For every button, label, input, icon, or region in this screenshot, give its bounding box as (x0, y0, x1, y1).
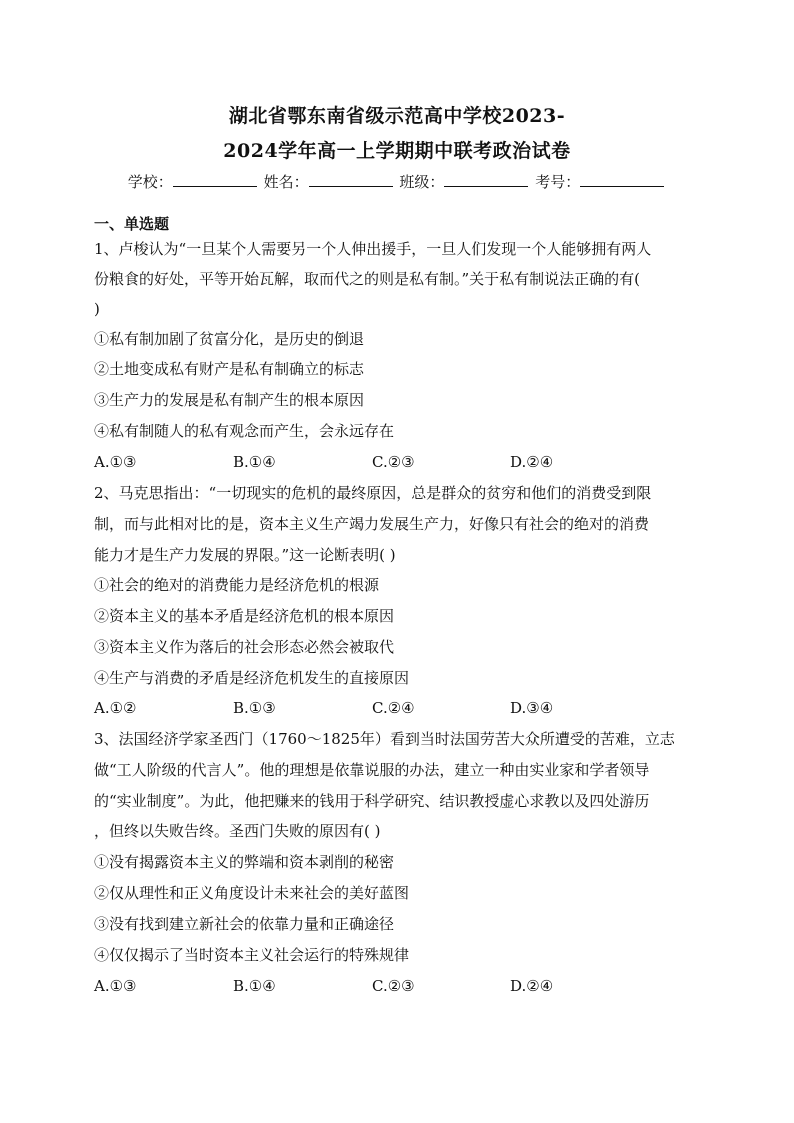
question-2-item-3: ③资本主义作为落后的社会形态必然会被取代 (94, 638, 395, 656)
question-1-item-4: ④私有制随人的私有观念而产生，会永远存在 (94, 422, 395, 440)
question-1-line-3: ) (94, 300, 100, 318)
question-3-item-3: ③没有找到建立新社会的依靠力量和正确途径 (94, 915, 395, 933)
question-2-item-4: ④生产与消费的矛盾是经济危机发生的直接原因 (94, 669, 410, 687)
exam-title-line-1: 湖北省鄂东南省级示范高中学校2023- (228, 105, 566, 127)
question-3-item-4: ④仅仅揭示了当时资本主义社会运行的特殊规律 (94, 946, 410, 964)
question-1-option-b[interactable]: B.①④ (233, 453, 276, 471)
school-blank[interactable] (173, 172, 257, 187)
question-2-line-1: 2、马克思指出：“一切现实的危机的最终原因，总是群众的贫穷和他们的消费受到限 (94, 484, 652, 502)
student-info-row (0, 171, 794, 192)
question-2-option-b[interactable]: B.①③ (233, 699, 276, 717)
question-1-item-1: ①私有制加剧了贫富分化，是历史的倒退 (94, 330, 365, 348)
question-1-option-c[interactable]: C.②③ (372, 453, 415, 471)
question-2-option-c[interactable]: C.②④ (372, 699, 415, 717)
question-3-option-c[interactable]: C.②③ (372, 977, 415, 995)
question-1-option-d[interactable]: D.②④ (510, 453, 554, 471)
question-3-line-3: 的“实业制度”。为此，他把赚来的钱用于科学研究、结识教授虚心求教以及四处游历 (94, 792, 650, 810)
section-heading: 一、单选题 (94, 215, 170, 233)
name-label: 姓名： (263, 173, 309, 191)
question-1-item-3: ③生产力的发展是私有制产生的根本原因 (94, 391, 365, 409)
name-blank[interactable] (309, 172, 393, 187)
question-3-option-b[interactable]: B.①④ (233, 977, 276, 995)
question-2-line-3: 能力才是生产力发展的界限。”这一论断表明( ) (94, 546, 396, 564)
question-3-item-2: ②仅从理性和正义角度设计未来社会的美好蓝图 (94, 884, 410, 902)
question-1-option-a[interactable]: A.①③ (94, 453, 137, 471)
class-label: 班级： (399, 173, 445, 191)
question-1-line-1: 1、卢梭认为“一旦某个人需要另一个人伸出援手，一旦人们发现一个人能够拥有两人 (94, 240, 652, 258)
question-2-option-a[interactable]: A.①② (94, 699, 137, 717)
question-2-item-2: ②资本主义的基本矛盾是经济危机的根本原因 (94, 607, 395, 625)
question-2-line-2: 制，而与此相对比的是，资本主义生产竭力发展生产力，好像只有社会的绝对的消费 (94, 515, 650, 533)
question-2-option-d[interactable]: D.③④ (510, 699, 554, 717)
question-2-item-1: ①社会的绝对的消费能力是经济危机的根源 (94, 576, 380, 594)
question-3-option-d[interactable]: D.②④ (510, 977, 554, 995)
school-label: 学校： (127, 173, 173, 191)
question-3-line-1: 3、法国经济学家圣西门（1760～1825年）看到当时法国劳苦大众所遭受的苦难，立志 (94, 730, 675, 748)
question-1-line-2: 份粮食的好处，平等开始瓦解，取而代之的则是私有制。”关于私有制说法正确的有( (94, 270, 641, 288)
exam-number-label: 考号： (535, 173, 581, 191)
question-3-line-4: ，但终以失败告终。圣西门失败的原因有( ) (94, 822, 381, 840)
question-1-item-2: ②土地变成私有财产是私有制确立的标志 (94, 360, 365, 378)
question-3-line-2: 做“工人阶级的代言人”。他的理想是依靠说服的办法，建立一种由实业家和学者领导 (94, 761, 650, 779)
question-3-item-1: ①没有揭露资本主义的弊端和资本剥削的秘密 (94, 853, 395, 871)
exam-title-line-2: 2024学年高一上学期期中联考政治试卷 (223, 140, 571, 162)
class-blank[interactable] (444, 172, 528, 187)
exam-number-blank[interactable] (580, 172, 664, 187)
question-3-option-a[interactable]: A.①③ (94, 977, 137, 995)
